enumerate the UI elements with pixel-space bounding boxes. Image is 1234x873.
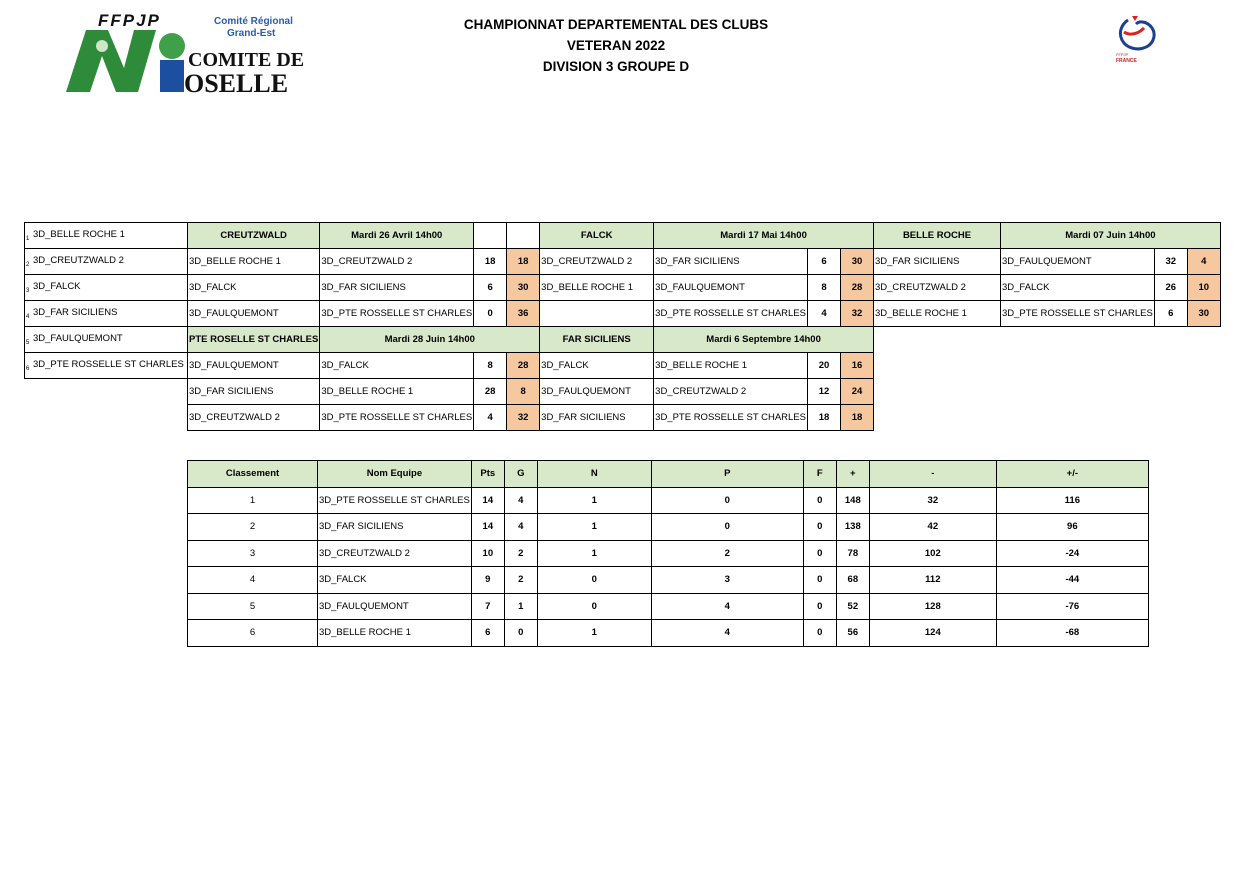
table-cell: -68 — [996, 620, 1148, 647]
table-cell: Nom Equipe — [318, 461, 472, 488]
table-cell: 5 3D_FAULQUEMONT — [25, 327, 188, 353]
table-cell: 0 — [651, 487, 803, 514]
standings-row — [188, 593, 1149, 620]
table-cell: 96 — [996, 514, 1148, 541]
table-cell: 42 — [869, 514, 996, 541]
table-cell: 10 — [471, 540, 504, 567]
table-cell: 8 — [507, 379, 540, 405]
table-cell: 128 — [869, 593, 996, 620]
table-cell: 5 — [188, 593, 318, 620]
team-row — [25, 223, 188, 249]
table-cell: 3D_PTE ROSSELLE ST CHARLES — [1000, 301, 1154, 327]
table-cell: 24 — [840, 379, 873, 405]
venue-header: PTE ROSELLE ST CHARLES — [188, 327, 320, 353]
table-cell — [540, 301, 654, 327]
table-cell: 3D_BELLE ROCHE 1 — [873, 301, 1000, 327]
table-cell: 2 — [188, 514, 318, 541]
table-cell: 1 — [537, 487, 651, 514]
table-cell: 3D_CREUTZWALD 2 — [320, 249, 474, 275]
table-cell: 30 — [1187, 301, 1220, 327]
table-cell: 14 — [471, 487, 504, 514]
match-row — [188, 275, 1221, 301]
standings-row — [188, 567, 1149, 594]
table-cell: -24 — [996, 540, 1148, 567]
match-row — [188, 379, 1221, 405]
table-cell: 2 — [504, 540, 537, 567]
comite-moselle-logo — [64, 10, 320, 96]
table-cell: 8 — [807, 275, 840, 301]
table-cell: 4 — [807, 301, 840, 327]
table-cell: F — [803, 461, 836, 488]
table-cell: 1 — [504, 593, 537, 620]
standings-row — [188, 487, 1149, 514]
table-cell: 4 — [1187, 249, 1220, 275]
table-cell: 6 3D_PTE ROSSELLE ST CHARLES — [25, 353, 188, 379]
table-cell: 3D_FAULQUEMONT — [540, 379, 654, 405]
svg-text:COMITE DE: COMITE DE — [188, 49, 305, 71]
standings-header-row — [188, 461, 1149, 488]
table-cell: 28 — [507, 353, 540, 379]
table-cell: 30 — [507, 275, 540, 301]
match-row — [188, 301, 1221, 327]
table-cell: 3D_FAULQUEMONT — [654, 275, 808, 301]
table-cell — [507, 223, 540, 249]
table-cell: 3D_FAULQUEMONT — [1000, 249, 1154, 275]
table-cell: 18 — [807, 405, 840, 431]
table-cell: 3D_FAR SICILIENS — [318, 514, 472, 541]
team-row — [25, 249, 188, 275]
standings-row — [188, 620, 1149, 647]
table-cell: 8 — [474, 353, 507, 379]
table-cell: 28 — [840, 275, 873, 301]
venue-header: FALCK — [540, 223, 654, 249]
title-line-1: CHAMPIONNAT DEPARTEMENTAL DES CLUBS — [463, 17, 769, 32]
svg-text:Grand-Est: Grand-Est — [227, 28, 276, 39]
table-cell: 3 3D_FALCK — [25, 275, 188, 301]
table-cell: 0 — [803, 593, 836, 620]
table-cell: 0 — [504, 620, 537, 647]
table-cell: 36 — [507, 301, 540, 327]
title-line-3: DIVISION 3 GROUPE D — [542, 59, 690, 74]
table-cell: 4 — [188, 567, 318, 594]
table-cell: 3D_FAULQUEMONT — [188, 353, 320, 379]
table-cell: 3D_CREUTZWALD 2 — [654, 379, 808, 405]
table-cell: 2 — [504, 567, 537, 594]
table-cell: 3D_CREUTZWALD 2 — [873, 275, 1000, 301]
match-row — [188, 249, 1221, 275]
table-cell: 18 — [474, 249, 507, 275]
table-cell: 56 — [836, 620, 869, 647]
table-cell: 3D_CREUTZWALD 2 — [318, 540, 472, 567]
table-cell: 6 — [807, 249, 840, 275]
table-cell: 3D_CREUTZWALD 2 — [540, 249, 654, 275]
table-cell: 3D_FAR SICILIENS — [873, 249, 1000, 275]
match-row — [188, 405, 1221, 431]
table-cell: 3D_BELLE ROCHE 1 — [540, 275, 654, 301]
table-cell: 32 — [869, 487, 996, 514]
table-cell: 3D_PTE ROSSELLE ST CHARLES — [318, 487, 472, 514]
date-header: Mardi 6 Septembre 14h00 — [654, 327, 874, 353]
standings-row — [188, 514, 1149, 541]
table-cell: 6 — [188, 620, 318, 647]
table-cell: 4 — [651, 620, 803, 647]
table-cell: 3 — [651, 567, 803, 594]
date-header: Mardi 07 Juin 14h00 — [1000, 223, 1220, 249]
table-cell: 68 — [836, 567, 869, 594]
table-cell: 3D_FAR SICILIENS — [188, 379, 320, 405]
table-cell: 3D_BELLE ROCHE 1 — [318, 620, 472, 647]
table-cell: 3D_FAULQUEMONT — [318, 593, 472, 620]
table-cell: 3D_FALCK — [320, 353, 474, 379]
table-cell: 116 — [996, 487, 1148, 514]
standings-row — [188, 540, 1149, 567]
table-cell: 6 — [474, 275, 507, 301]
table-cell: G — [504, 461, 537, 488]
table-cell: 32 — [840, 301, 873, 327]
table-cell: 0 — [537, 567, 651, 594]
title-line-2: VETERAN 2022 — [566, 38, 666, 53]
table-cell: 3D_FALCK — [1000, 275, 1154, 301]
table-cell: 20 — [807, 353, 840, 379]
page-title — [420, 14, 812, 77]
table-cell: 3D_FAR SICILIENS — [654, 249, 808, 275]
table-cell — [873, 405, 1220, 431]
table-cell: 3D_FAR SICILIENS — [540, 405, 654, 431]
table-cell: 0 — [803, 487, 836, 514]
table-cell: 3D_BELLE ROCHE 1 — [320, 379, 474, 405]
table-cell: 0 — [474, 301, 507, 327]
date-header: Mardi 17 Mai 14h00 — [654, 223, 874, 249]
table-cell: +/- — [996, 461, 1148, 488]
table-cell: 3D_BELLE ROCHE 1 — [188, 249, 320, 275]
table-cell: 2 — [651, 540, 803, 567]
table-cell: 6 — [471, 620, 504, 647]
m-shape — [66, 30, 156, 92]
round-header-row — [188, 327, 1221, 353]
table-cell: 148 — [836, 487, 869, 514]
table-cell: 4 — [504, 487, 537, 514]
round-header-row — [188, 223, 1221, 249]
table-cell: 0 — [803, 567, 836, 594]
table-cell: 0 — [803, 620, 836, 647]
table-cell: 4 — [474, 405, 507, 431]
table-cell: 18 — [840, 405, 873, 431]
table-cell: 3D_CREUTZWALD 2 — [188, 405, 320, 431]
table-cell: 3D_PTE ROSSELLE ST CHARLES — [654, 405, 808, 431]
table-cell: 4 — [504, 514, 537, 541]
table-cell — [474, 223, 507, 249]
venue-header: BELLE ROCHE — [873, 223, 1000, 249]
table-cell — [873, 379, 1220, 405]
table-cell: 3D_FAULQUEMONT — [188, 301, 320, 327]
table-cell: 3D_PTE ROSSELLE ST CHARLES — [320, 405, 474, 431]
table-cell: 3D_FALCK — [318, 567, 472, 594]
table-cell: -76 — [996, 593, 1148, 620]
date-header: Mardi 26 Avril 14h00 — [320, 223, 474, 249]
table-cell: - — [869, 461, 996, 488]
table-cell — [873, 353, 1220, 379]
table-cell — [873, 327, 1220, 353]
ffpjp-logo-text: FFPJP — [98, 11, 161, 30]
table-cell: 0 — [537, 593, 651, 620]
table-cell: 78 — [836, 540, 869, 567]
table-cell: 16 — [840, 353, 873, 379]
svg-text:FFPJP: FFPJP — [1116, 52, 1129, 57]
table-cell: 18 — [507, 249, 540, 275]
table-cell: 10 — [1187, 275, 1220, 301]
table-cell: 102 — [869, 540, 996, 567]
table-cell: 0 — [803, 540, 836, 567]
table-cell: 4 — [651, 593, 803, 620]
table-cell: 3D_FALCK — [188, 275, 320, 301]
table-cell: 3D_FALCK — [540, 353, 654, 379]
table-cell: 9 — [471, 567, 504, 594]
date-header: Mardi 28 Juin 14h00 — [320, 327, 540, 353]
table-cell: 0 — [803, 514, 836, 541]
table-cell: 6 — [1154, 301, 1187, 327]
table-cell: 14 — [471, 514, 504, 541]
table-cell: 1 — [188, 487, 318, 514]
table-cell: 1 — [537, 540, 651, 567]
table-cell: 28 — [474, 379, 507, 405]
table-cell: 1 — [537, 514, 651, 541]
table-cell: + — [836, 461, 869, 488]
team-list — [24, 222, 188, 379]
table-cell: Pts — [471, 461, 504, 488]
standings-table — [187, 460, 1149, 647]
table-cell: 7 — [471, 593, 504, 620]
team-row — [25, 327, 188, 353]
svg-text:OSELLE: OSELLE — [184, 69, 289, 96]
table-cell: 124 — [869, 620, 996, 647]
table-cell: 3D_FAR SICILIENS — [320, 275, 474, 301]
table-cell: 3 — [188, 540, 318, 567]
venue-header: FAR SICILIENS — [540, 327, 654, 353]
table-cell: N — [537, 461, 651, 488]
table-cell: 30 — [840, 249, 873, 275]
table-cell: 52 — [836, 593, 869, 620]
table-cell: 1 — [537, 620, 651, 647]
table-cell: 1 3D_BELLE ROCHE 1 — [25, 223, 188, 249]
table-cell: 3D_PTE ROSSELLE ST CHARLES — [654, 301, 808, 327]
table-cell: 3D_BELLE ROCHE 1 — [654, 353, 808, 379]
table-cell: 2 3D_CREUTZWALD 2 — [25, 249, 188, 275]
table-cell: 3D_PTE ROSSELLE ST CHARLES — [320, 301, 474, 327]
match-schedule — [187, 222, 1221, 431]
table-cell: 32 — [507, 405, 540, 431]
table-cell: 12 — [807, 379, 840, 405]
venue-header: CREUTZWALD — [188, 223, 320, 249]
table-cell: 26 — [1154, 275, 1187, 301]
table-cell: P — [651, 461, 803, 488]
table-cell: 4 3D_FAR SICILIENS — [25, 301, 188, 327]
table-cell: 112 — [869, 567, 996, 594]
svg-text:Comité Régional: Comité Régional — [214, 16, 293, 27]
table-cell: Classement — [188, 461, 318, 488]
ffpjp-rooster-logo — [1108, 12, 1160, 64]
table-cell: 0 — [651, 514, 803, 541]
team-row — [25, 301, 188, 327]
svg-text:FRANCE: FRANCE — [1116, 58, 1137, 64]
table-cell: 32 — [1154, 249, 1187, 275]
team-row — [25, 353, 188, 379]
match-row — [188, 353, 1221, 379]
team-row — [25, 275, 188, 301]
table-cell: -44 — [996, 567, 1148, 594]
table-cell: 138 — [836, 514, 869, 541]
